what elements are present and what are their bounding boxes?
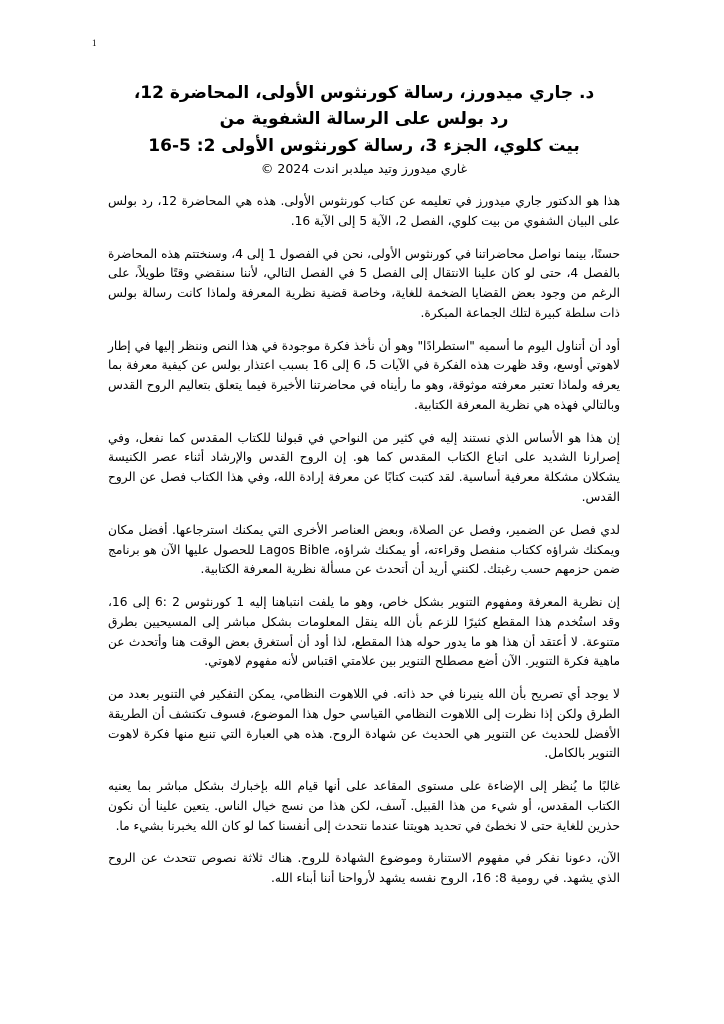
page-number: 1: [92, 38, 97, 48]
document-content: [108, 80, 620, 902]
document-title: [108, 80, 620, 159]
paragraph: حسنًا، بينما نواصل محاضراتنا في كورنثوس الأولى، نحن في الفصول 1 إلى 4، وسنختتم هذه المحاضرة بالفصل 4، حتى لو كان علينا الانتقال إلى الفصل 5 في الفصل التالي، لأننا سنقضي وقتًا طويلاً، على الرغم من وجود بعض القضايا الضخمة للغاية، وخاصة قضية نظرية المعرفة ولماذا كانت رسالة بولس ذات سلطة كبيرة لتلك الجماعة المبكرة.: [108, 246, 620, 320]
title-line-2: رد بولس على الرسالة الشفوية من: [219, 109, 509, 130]
paragraph: غالبًا ما يُنظر إلى الإضاءة على مستوى المقاعد على أنها قيام الله بإخبارك بشكل مباشر بما يعنيه الكتاب المقدس، أو شيء من هذا القبيل. آسف، لكن هذا من نسج خيال الناس. يتعين علينا أن نكون حذرين للغاية حتى لا نخطئ في تحديد هويتنا عندما نتحدث إلى أنفسنا كما لو كان الله يخبرنا بشيء ما.: [108, 779, 620, 833]
paragraph: الآن، دعونا نفكر في مفهوم الاستنارة وموضوع الشهادة للروح. هناك ثلاثة نصوص تتحدث عن الروح الذي يشهد. في رومية 8: 16، الروح نفسه يشهد لأرواحنا أننا أبناء الله.: [108, 851, 620, 886]
paragraph: لا يوجد أي تصريح بأن الله ينيرنا في حد ذاته. في اللاهوت النظامي، يمكن التفكير في التنوير بعدد من الطرق ولكن إذا نظرت إلى اللاهوت النظامي القياسي حول هذا الموضوع، فسوف تكتشف أن الطريقة الأفضل للحديث عن التنوير هي الحديث عن شهادة الروح. هذه هي العبارة التي تنبع منها فكرة لاهوت التنوير بالكامل.: [108, 687, 620, 761]
paragraph: إن نظرية المعرفة ومفهوم التنوير بشكل خاص، وهو ما يلفت انتباهنا إليه 1 كورنثوس 2 :6 إلى 16، وقد استُخدم هذا المقطع كثيرًا للزعم بأن الله ينقل المعلومات بشكل مباشر إلى المسيحيين بطرق متنوعة. لا أعتقد أن هذا هو ما يدور حوله هذا المقطع، لذا أود أن أستغرق بعض الوقت هنا وأتحدث عن ماهية فكرة التنوير. الآن أضع مصطلح التنوير بين علامتي اقتباس لأنه مفهوم لاهوتي.: [108, 595, 620, 669]
copyright-notice: غاري ميدورز وتيد ميلدبر اندت 2024 ©: [260, 161, 468, 177]
paragraph: لدي فصل عن الضمير، وفصل عن الصلاة، وبعض العناصر الأخرى التي يمكنك استرجاعها. أفضل مكان ويمكنك شراؤه ككتاب منفصل وقراءته، أو يمكنك شراؤه، Lagos Bible للحصول عليها الآن هو برنامج ضمن حزمهم حسب رغبتك. لكنني أريد أن أتحدث عن مسألة نظرية المعرفة الكتابية.: [108, 522, 621, 577]
title-line-1: د. جاري ميدورز، رسالة كورنثوس الأولى، المحاضرة 12،: [133, 83, 595, 103]
title-line-3: بيت كلوي، الجزء 3، رسالة كورنثوس الأولى 2: 5-16: [148, 135, 580, 156]
paragraph: أود أن أتناول اليوم ما أسميه "استطرادًا" وهو أن نأخذ فكرة موجودة في هذا النص وننظر إليها في إطار لاهوتي أوسع، وقد ظهرت هذه الفكرة في الآيات 5، 6 إلى 16 بسبب اعتذار بولس عن كيفية معرفة بما يعرفه ولماذا تعتبر معرفته موثوقة، وهو ما رأيناه في محاضرتنا الأخيرة فيما يتعلق بتعاليم الروح القدس وبالتالي فهذه هي نظرية المعرفة الكتابية.: [108, 338, 620, 412]
paragraph: هذا هو الدكتور جاري ميدورز في تعليمه عن كتاب كورنثوس الأولى. هذه هي المحاضرة 12، رد بولس على البيان الشفوي من بيت كلوي، الفصل 2، الآية 5 إلى الآية 16.: [108, 194, 620, 228]
paragraph: إن هذا هو الأساس الذي نستند إليه في كثير من النواحي في قبولنا للكتاب المقدس كما نفعل، وفي إصرارنا الشديد على اتباع الكتاب المقدس كما هو. إن الروح القدس والإرشاد أثناء عصر الكنيسة يشكلان مشكلة معرفية أساسية. لقد كتبت كتابًا عن معرفة إرادة الله، وفي هذا الكتاب فصل عن الروح القدس.: [108, 430, 620, 504]
document-body: [108, 192, 620, 889]
